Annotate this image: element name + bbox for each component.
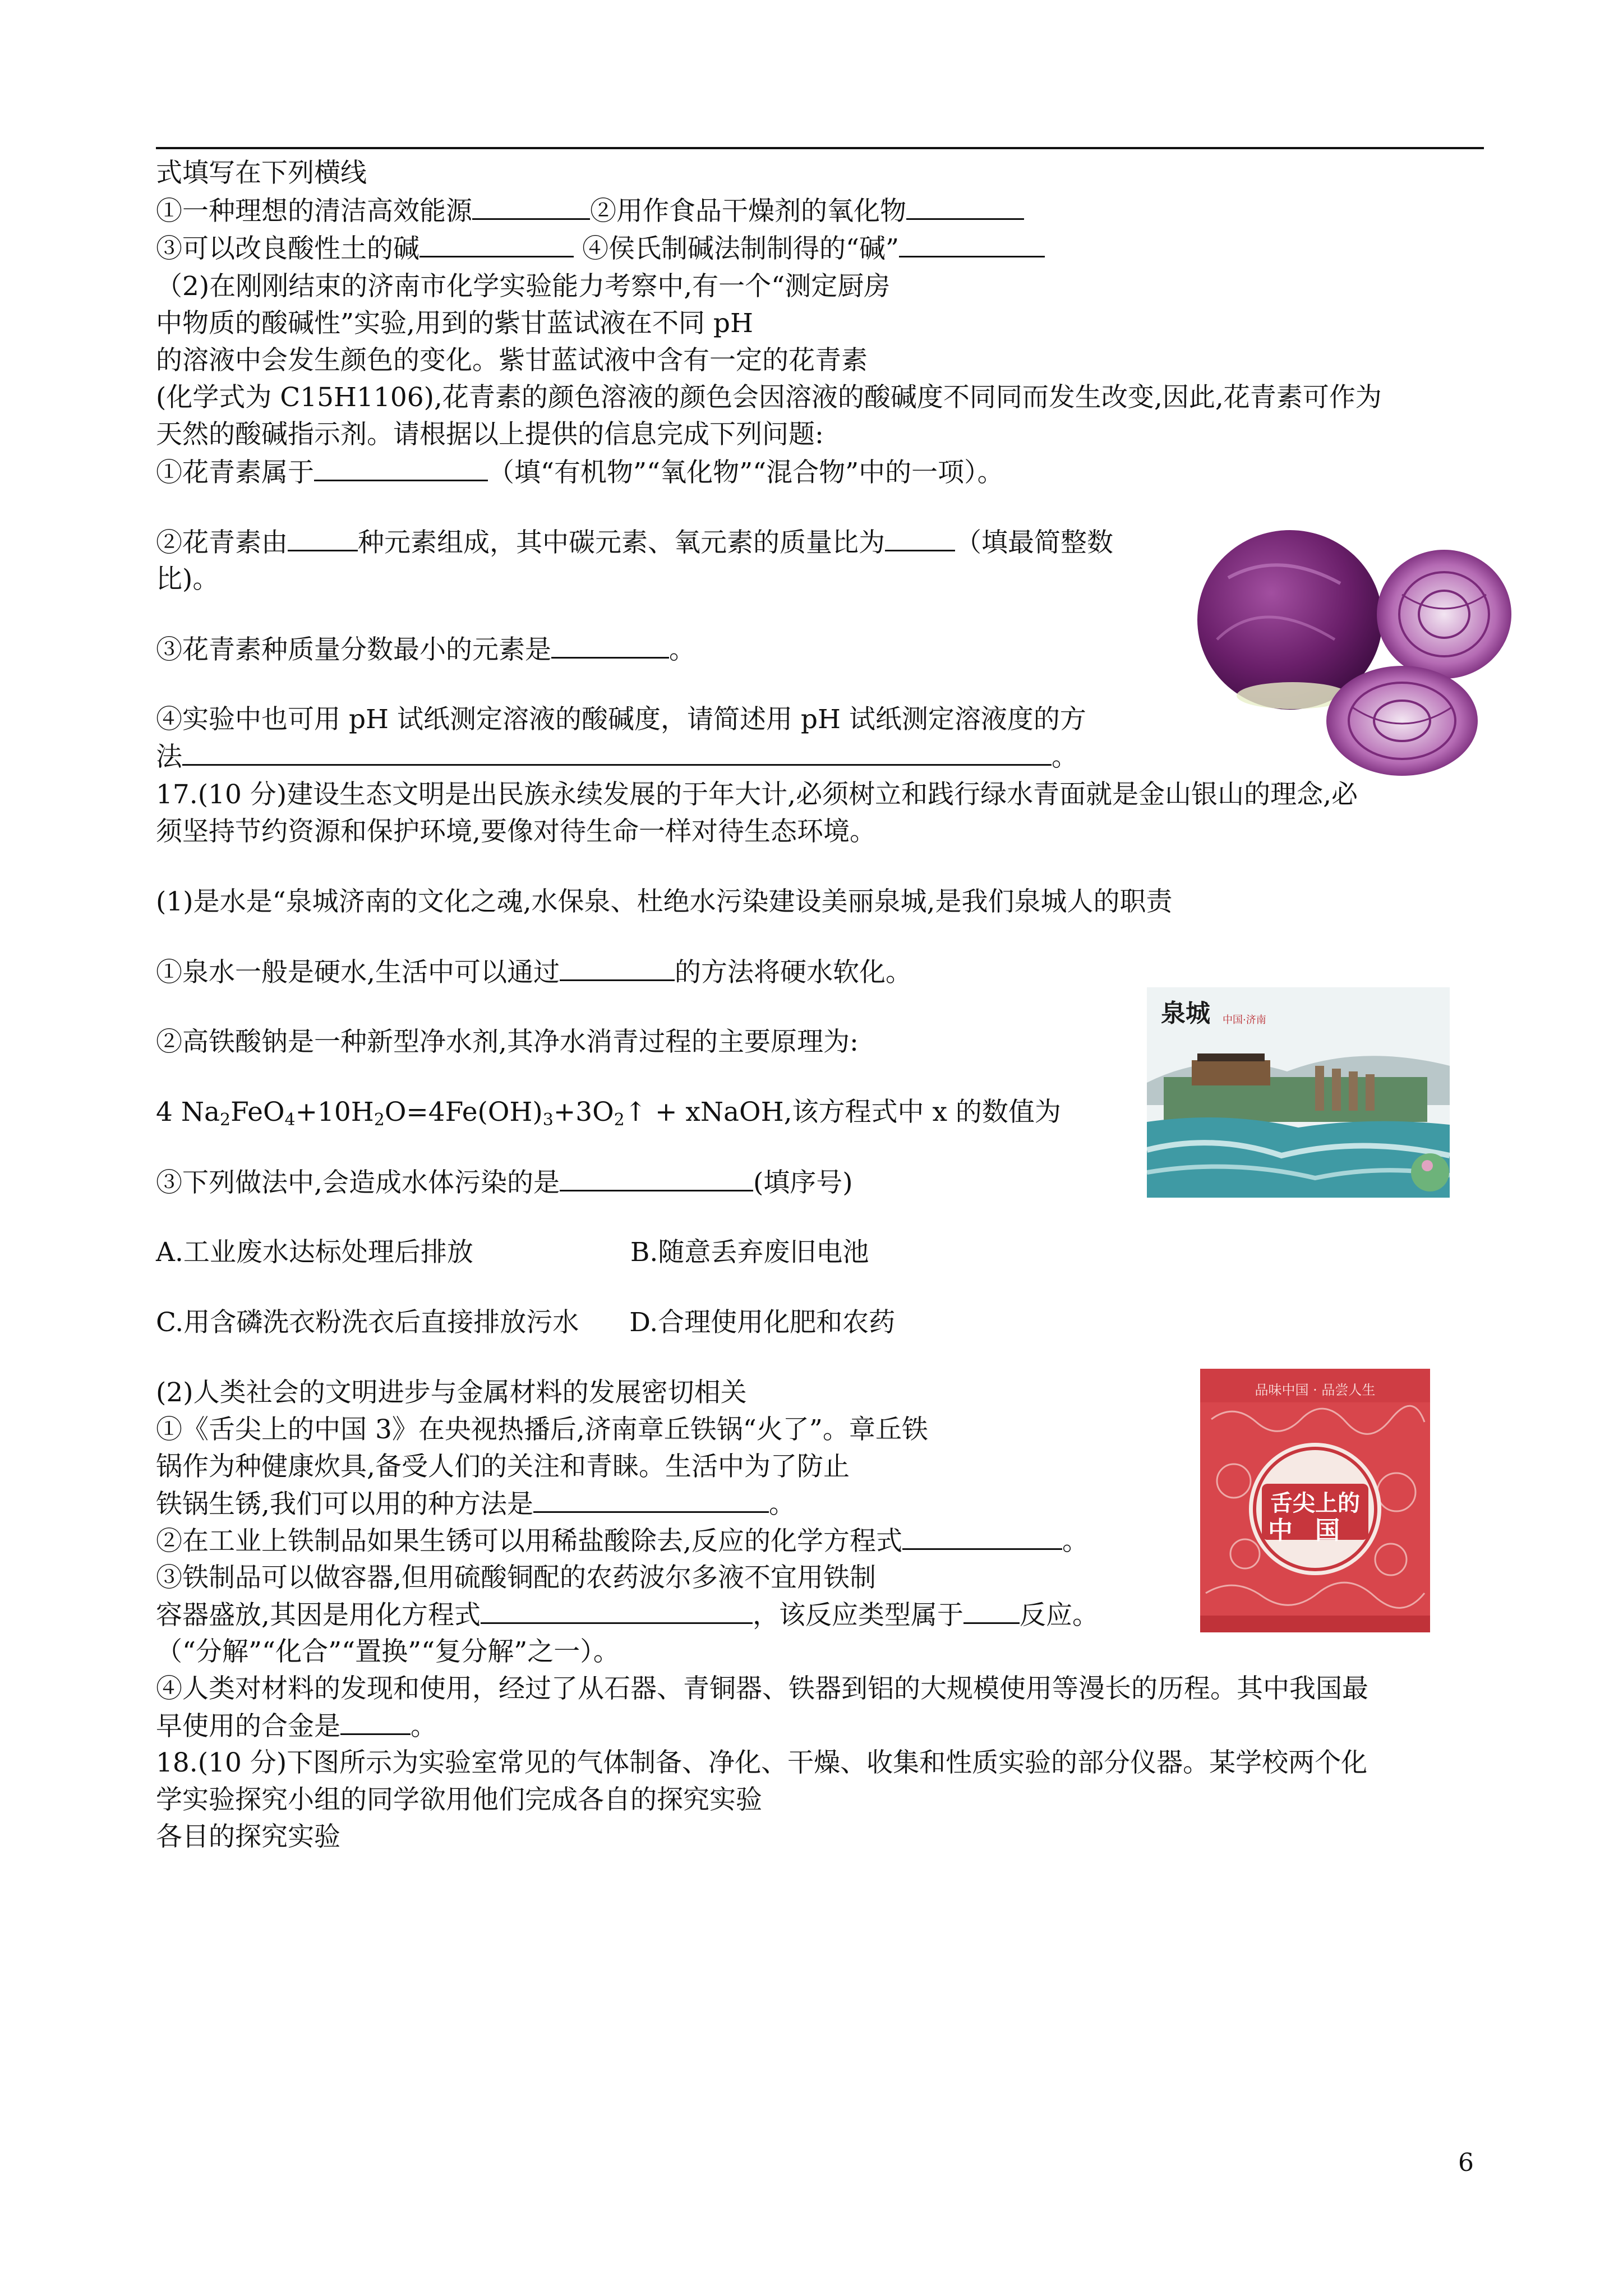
text-line: 学实验探究小组的同学欲用他们完成各自的探究实验 (156, 1784, 762, 1815)
text-line: ②在工业上铁制品如果生锈可以用稀盐酸除去,反应的化学方程式 。 (156, 1524, 1089, 1558)
option-c: C.用含磷洗衣粉洗衣后直接排放污水 (156, 1307, 579, 1338)
text-line: 锅作为种健康炊具,备受人们的关注和青睐。生活中为了防止 (156, 1451, 850, 1482)
text-line: 铁锅生锈,我们可以用的种方法是 。 (156, 1487, 795, 1521)
option-d: D.合理使用化肥和农药 (629, 1307, 896, 1338)
text-line: ①《舌尖上的中国 3》在央视热播后,济南章丘铁锅“火了”。章丘铁 (156, 1414, 928, 1445)
text-line: ③下列做法中,会造成水体污染的是 (填序号) (156, 1165, 853, 1200)
header-rule (156, 147, 1484, 149)
quancheng-subtitle: 中国·济南 (1223, 1014, 1266, 1026)
answer-blank[interactable] (472, 194, 590, 220)
text-line: ②花青素由 种元素组成，其中碳元素、氧元素的质量比为 （填最简整数 (156, 525, 1113, 560)
answer-blank[interactable] (533, 1487, 769, 1513)
text-line: 须坚持节约资源和保护环境,要像对待生命一样对待生态环境。 (156, 816, 876, 847)
text-line: 早使用的合金是 。 (156, 1709, 437, 1743)
text-line: (1)是水是“泉城济南的文化之魂,水保泉、杜绝水污染建设美丽泉城,是我们泉城人的职责 (156, 886, 1173, 917)
answer-blank[interactable] (288, 525, 358, 551)
text-line: (化学式为 C15H1106),花青素的颜色溶液的颜色会因溶液的酸碱度不同同而发生改变,因此,花青素可作为 (156, 382, 1382, 413)
answer-blank[interactable] (340, 1709, 411, 1735)
text-line: 式填写在下列横线 (156, 158, 367, 188)
answer-blank[interactable] (560, 955, 675, 981)
book-banner: 品味中国 · 品尝人生 (1255, 1382, 1376, 1398)
book-title-line-1: 舌尖上的 (1270, 1490, 1360, 1516)
text-line: 法 。 (156, 739, 1078, 774)
page-number: 6 (1458, 2148, 1474, 2177)
text-line: 比)。 (156, 564, 219, 595)
answer-blank[interactable] (481, 1598, 753, 1624)
answer-blank[interactable] (551, 632, 669, 659)
answer-blank[interactable] (899, 231, 1045, 257)
text-line: 天然的酸碱指示剂。请根据以上提供的信息完成下列问题: (156, 419, 824, 450)
text-line: ①泉水一般是硬水,生活中可以通过 的方法将硬水软化。 (156, 955, 912, 990)
chemical-equation: 4 $Na_2FeO_4+10H_2O=4Fe(OH)_3+3O_2↑$ + xNaOH,该方程式中 x 的数值为 (156, 1097, 1061, 1130)
text-line: 的溶液中会发生颜色的变化。紫甘蓝试液中含有一定的花青素 (156, 345, 868, 376)
text-line: ①一种理想的清洁高效能源 ②用作食品干燥剂的氧化物 (156, 194, 1024, 228)
book-title-line-2: 中国 (1268, 1516, 1362, 1545)
answer-blank[interactable] (885, 525, 955, 551)
answer-blank[interactable] (314, 455, 488, 481)
text-line: ③铁制品可以做容器,但用硫酸铜配的农药波尔多液不宜用铁制 (156, 1562, 876, 1593)
text-line: 各目的探究实验 (156, 1821, 340, 1852)
text-line: ④实验中也可用 pH 试纸测定溶液的酸碱度，请简述用 pH 试纸测定溶液度的方 (156, 704, 1086, 735)
answer-blank[interactable] (419, 231, 574, 257)
text-line: ③可以改良酸性土的碱 ④侯氏制碱法制制得的“碱” (156, 231, 1045, 266)
answer-blank[interactable] (906, 194, 1024, 220)
question-18-heading: 18.(10 分)下图所示为实验室常见的气体制备、净化、干燥、收集和性质实验的部分仪器。某学校两个化 (156, 1747, 1368, 1778)
answer-blank[interactable] (560, 1165, 753, 1191)
answer-blank[interactable] (182, 739, 1052, 766)
text-line: ①花青素属于 （填“有机物”“氧化物”“混合物”中的一项）。 (156, 455, 1004, 490)
text-line: (2)人类社会的文明进步与金属材料的发展密切相关 (156, 1377, 747, 1408)
answer-blank[interactable] (902, 1524, 1062, 1550)
jinan-spring-image (1147, 987, 1450, 1198)
text-line: 容器盛放,其因是用化方程式 ，该反应类型属于 反应。 (156, 1598, 1099, 1632)
option-b: B.随意丢弃废旧电池 (630, 1237, 869, 1268)
text-line: 中物质的酸碱性”实验,用到的紫甘蓝试液在不同 pH (156, 308, 753, 339)
question-17-heading: 17.(10 分)建设生态文明是出民族永续发展的于年大计,必须树立和践行绿水青面就是金山银山的理念,必 (156, 779, 1358, 810)
text-line: ③花青素种质量分数最小的元素是 。 (156, 632, 695, 667)
option-line (156, 1305, 895, 1340)
text-line: ④人类对材料的发现和使用，经过了从石器、青铜器、铁器到铝的大规模使用等漫长的历程。其中我国最 (156, 1673, 1368, 1704)
bite-of-china-cover (1200, 1369, 1430, 1632)
red-cabbage-image (1195, 527, 1514, 777)
option-line (156, 1235, 869, 1270)
text-line: （“分解”“化合”“置换”“复分解”之一）。 (156, 1636, 620, 1667)
text-line: ②高铁酸钠是一种新型净水剂,其净水消青过程的主要原理为: (156, 1027, 859, 1057)
quancheng-title: 泉城 (1161, 999, 1210, 1028)
option-a: A.工业废水达标处理后排放 (156, 1237, 473, 1268)
answer-blank[interactable] (963, 1598, 1020, 1624)
text-line: （2)在刚刚结束的济南市化学实验能力考察中,有一个“测定厨房 (156, 271, 891, 302)
